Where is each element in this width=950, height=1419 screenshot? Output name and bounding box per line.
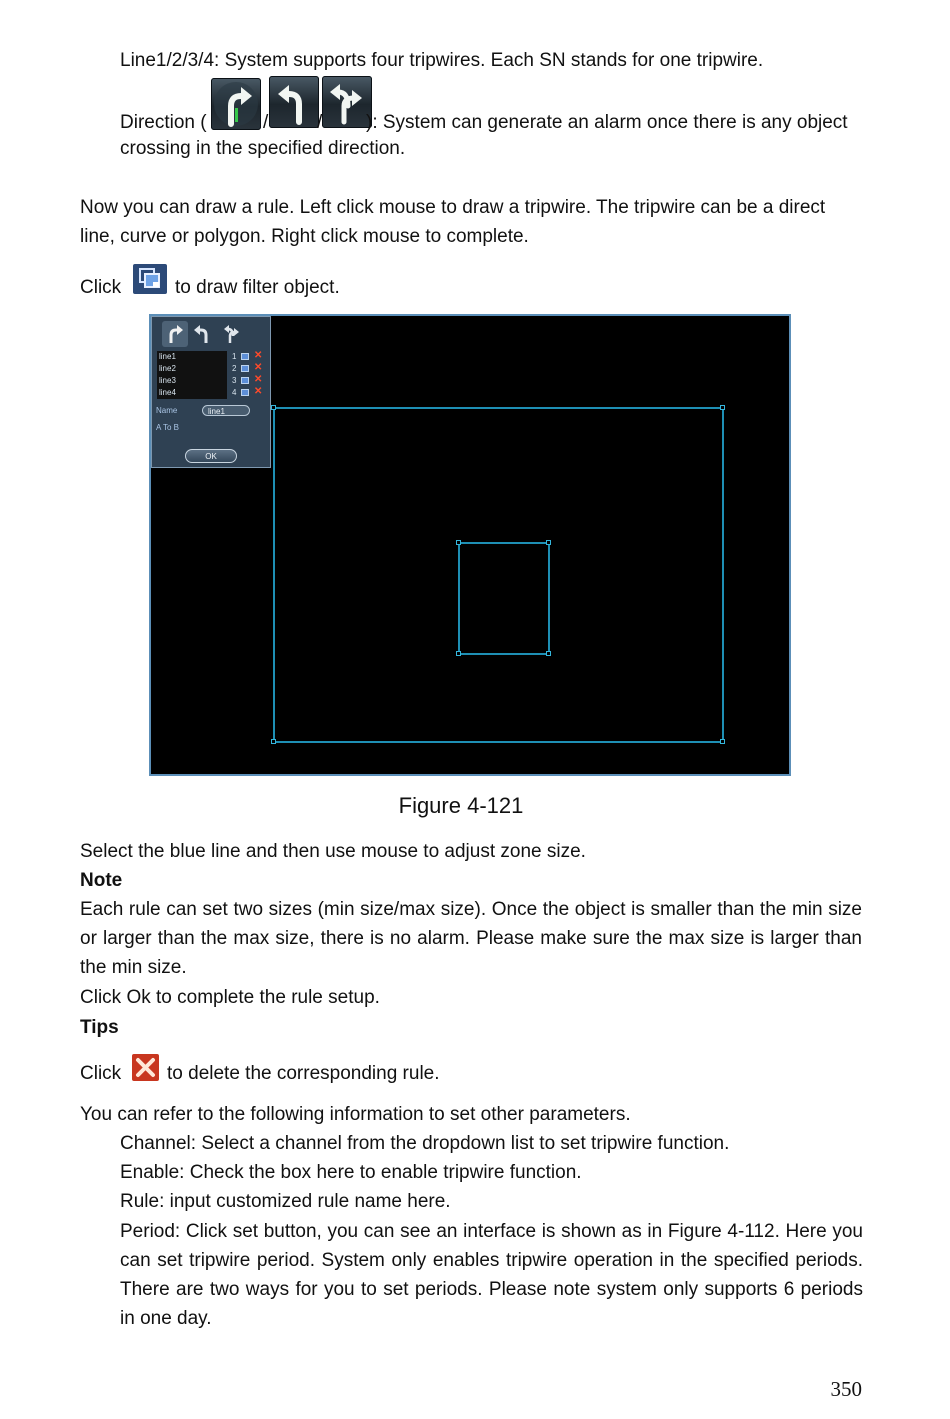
bullet-line-text: Line1/2/3/4: System supports four tripwires. Each SN stands for one tripwire. — [120, 50, 764, 71]
direction-toolbar — [160, 321, 246, 347]
list-item[interactable] — [155, 375, 267, 387]
bullet-period-text: Period: Click set button, you can see an interface is shown as in Figure 4-112. Here you can set tripwire period. System only enables tripwire operation in the specified periods. There are two ways for you to set periods. Please note system only supports 6 periods in one day. — [120, 1221, 863, 1329]
delete-icon — [132, 1054, 159, 1081]
rule-name: line1 — [157, 351, 227, 363]
rule-name: line3 — [157, 375, 227, 387]
rule-list — [155, 351, 267, 401]
bullet-enable-text: Enable: Check the box here to enable tripwire function. — [120, 1162, 582, 1183]
right-turn-arrow-icon[interactable] — [162, 321, 188, 347]
page-number: 350 — [830, 1377, 862, 1401]
click-label: Click — [80, 277, 122, 298]
rule-name-input[interactable]: line1 — [202, 405, 250, 416]
note-title: Note — [80, 870, 123, 891]
click-delete-suffix: to delete the corresponding rule. — [167, 1063, 440, 1084]
click-filter-suffix: to draw filter object. — [175, 277, 340, 298]
filter-object-icon[interactable] — [241, 365, 249, 372]
delete-icon[interactable]: ✕ — [254, 350, 263, 361]
figure-caption: Figure 4-121 — [398, 793, 524, 818]
filter-object-icon[interactable] — [241, 377, 249, 384]
filter-object-icon[interactable] — [241, 389, 249, 396]
filter-object-icon — [133, 264, 167, 294]
direction-suffix: ): System can generate an alarm once there is any object — [366, 112, 848, 133]
zone-handle[interactable] — [546, 651, 551, 656]
direction-prefix: Direction ( — [120, 112, 207, 133]
list-item[interactable] — [155, 363, 267, 375]
rule-number: 4 — [232, 388, 237, 397]
direction-value: A To B — [156, 423, 179, 432]
min-size-zone[interactable] — [458, 542, 550, 655]
zone-handle[interactable] — [271, 405, 276, 410]
name-label: Name — [156, 406, 178, 415]
delete-icon[interactable]: ✕ — [254, 374, 263, 385]
click-ok-text: Click Ok to complete the rule setup. — [80, 987, 380, 1008]
rule-name: line2 — [157, 363, 227, 375]
tips-title: Tips — [80, 1017, 119, 1038]
bullet-rule-text: Rule: input customized rule name here. — [120, 1191, 451, 1212]
click-label: Click — [80, 1063, 122, 1084]
zone-handle[interactable] — [271, 739, 276, 744]
ok-button[interactable]: OK — [185, 449, 237, 463]
zone-handle[interactable] — [720, 739, 725, 744]
rule-panel — [151, 316, 271, 468]
double-turn-arrow-icon — [322, 76, 372, 128]
zone-handle[interactable] — [456, 540, 461, 545]
direction-separator: / — [317, 112, 323, 133]
left-turn-arrow-icon — [269, 76, 319, 128]
rule-number: 3 — [232, 376, 237, 385]
delete-icon[interactable]: ✕ — [254, 386, 263, 397]
list-item[interactable] — [155, 387, 267, 399]
bullet-channel-text: Channel: Select a channel from the dropdown list to set tripwire function. — [120, 1133, 730, 1154]
right-turn-arrow-icon — [211, 78, 261, 130]
select-line-text: Select the blue line and then use mouse to adjust zone size. — [80, 841, 586, 862]
list-item[interactable] — [155, 351, 267, 363]
zone-handle[interactable] — [720, 405, 725, 410]
delete-icon[interactable]: ✕ — [254, 362, 263, 373]
double-turn-arrow-icon[interactable] — [220, 321, 246, 347]
rule-name: line4 — [157, 387, 227, 399]
draw-rule-paragraph: Now you can draw a rule. Left click mouse to draw a tripwire. The tripwire can be a direct line, curve or polygon. Right click mouse to complete. — [80, 197, 826, 247]
rule-number: 2 — [232, 364, 237, 373]
left-turn-arrow-icon[interactable] — [191, 321, 217, 347]
filter-object-icon[interactable] — [241, 353, 249, 360]
note-text: Each rule can set two sizes (min size/max size). Once the object is smaller than the min size or larger than the max size, there is no alarm. Please make sure the max size is larger than the min size. — [80, 899, 862, 978]
direction-line2: crossing in the specified direction. — [120, 138, 406, 159]
zone-handle[interactable] — [456, 651, 461, 656]
direction-separator: / — [263, 112, 269, 133]
refer-text: You can refer to the following information to set other parameters. — [80, 1104, 631, 1125]
rule-number: 1 — [232, 352, 237, 361]
tripwire-screenshot — [149, 314, 791, 776]
zone-handle[interactable] — [546, 540, 551, 545]
